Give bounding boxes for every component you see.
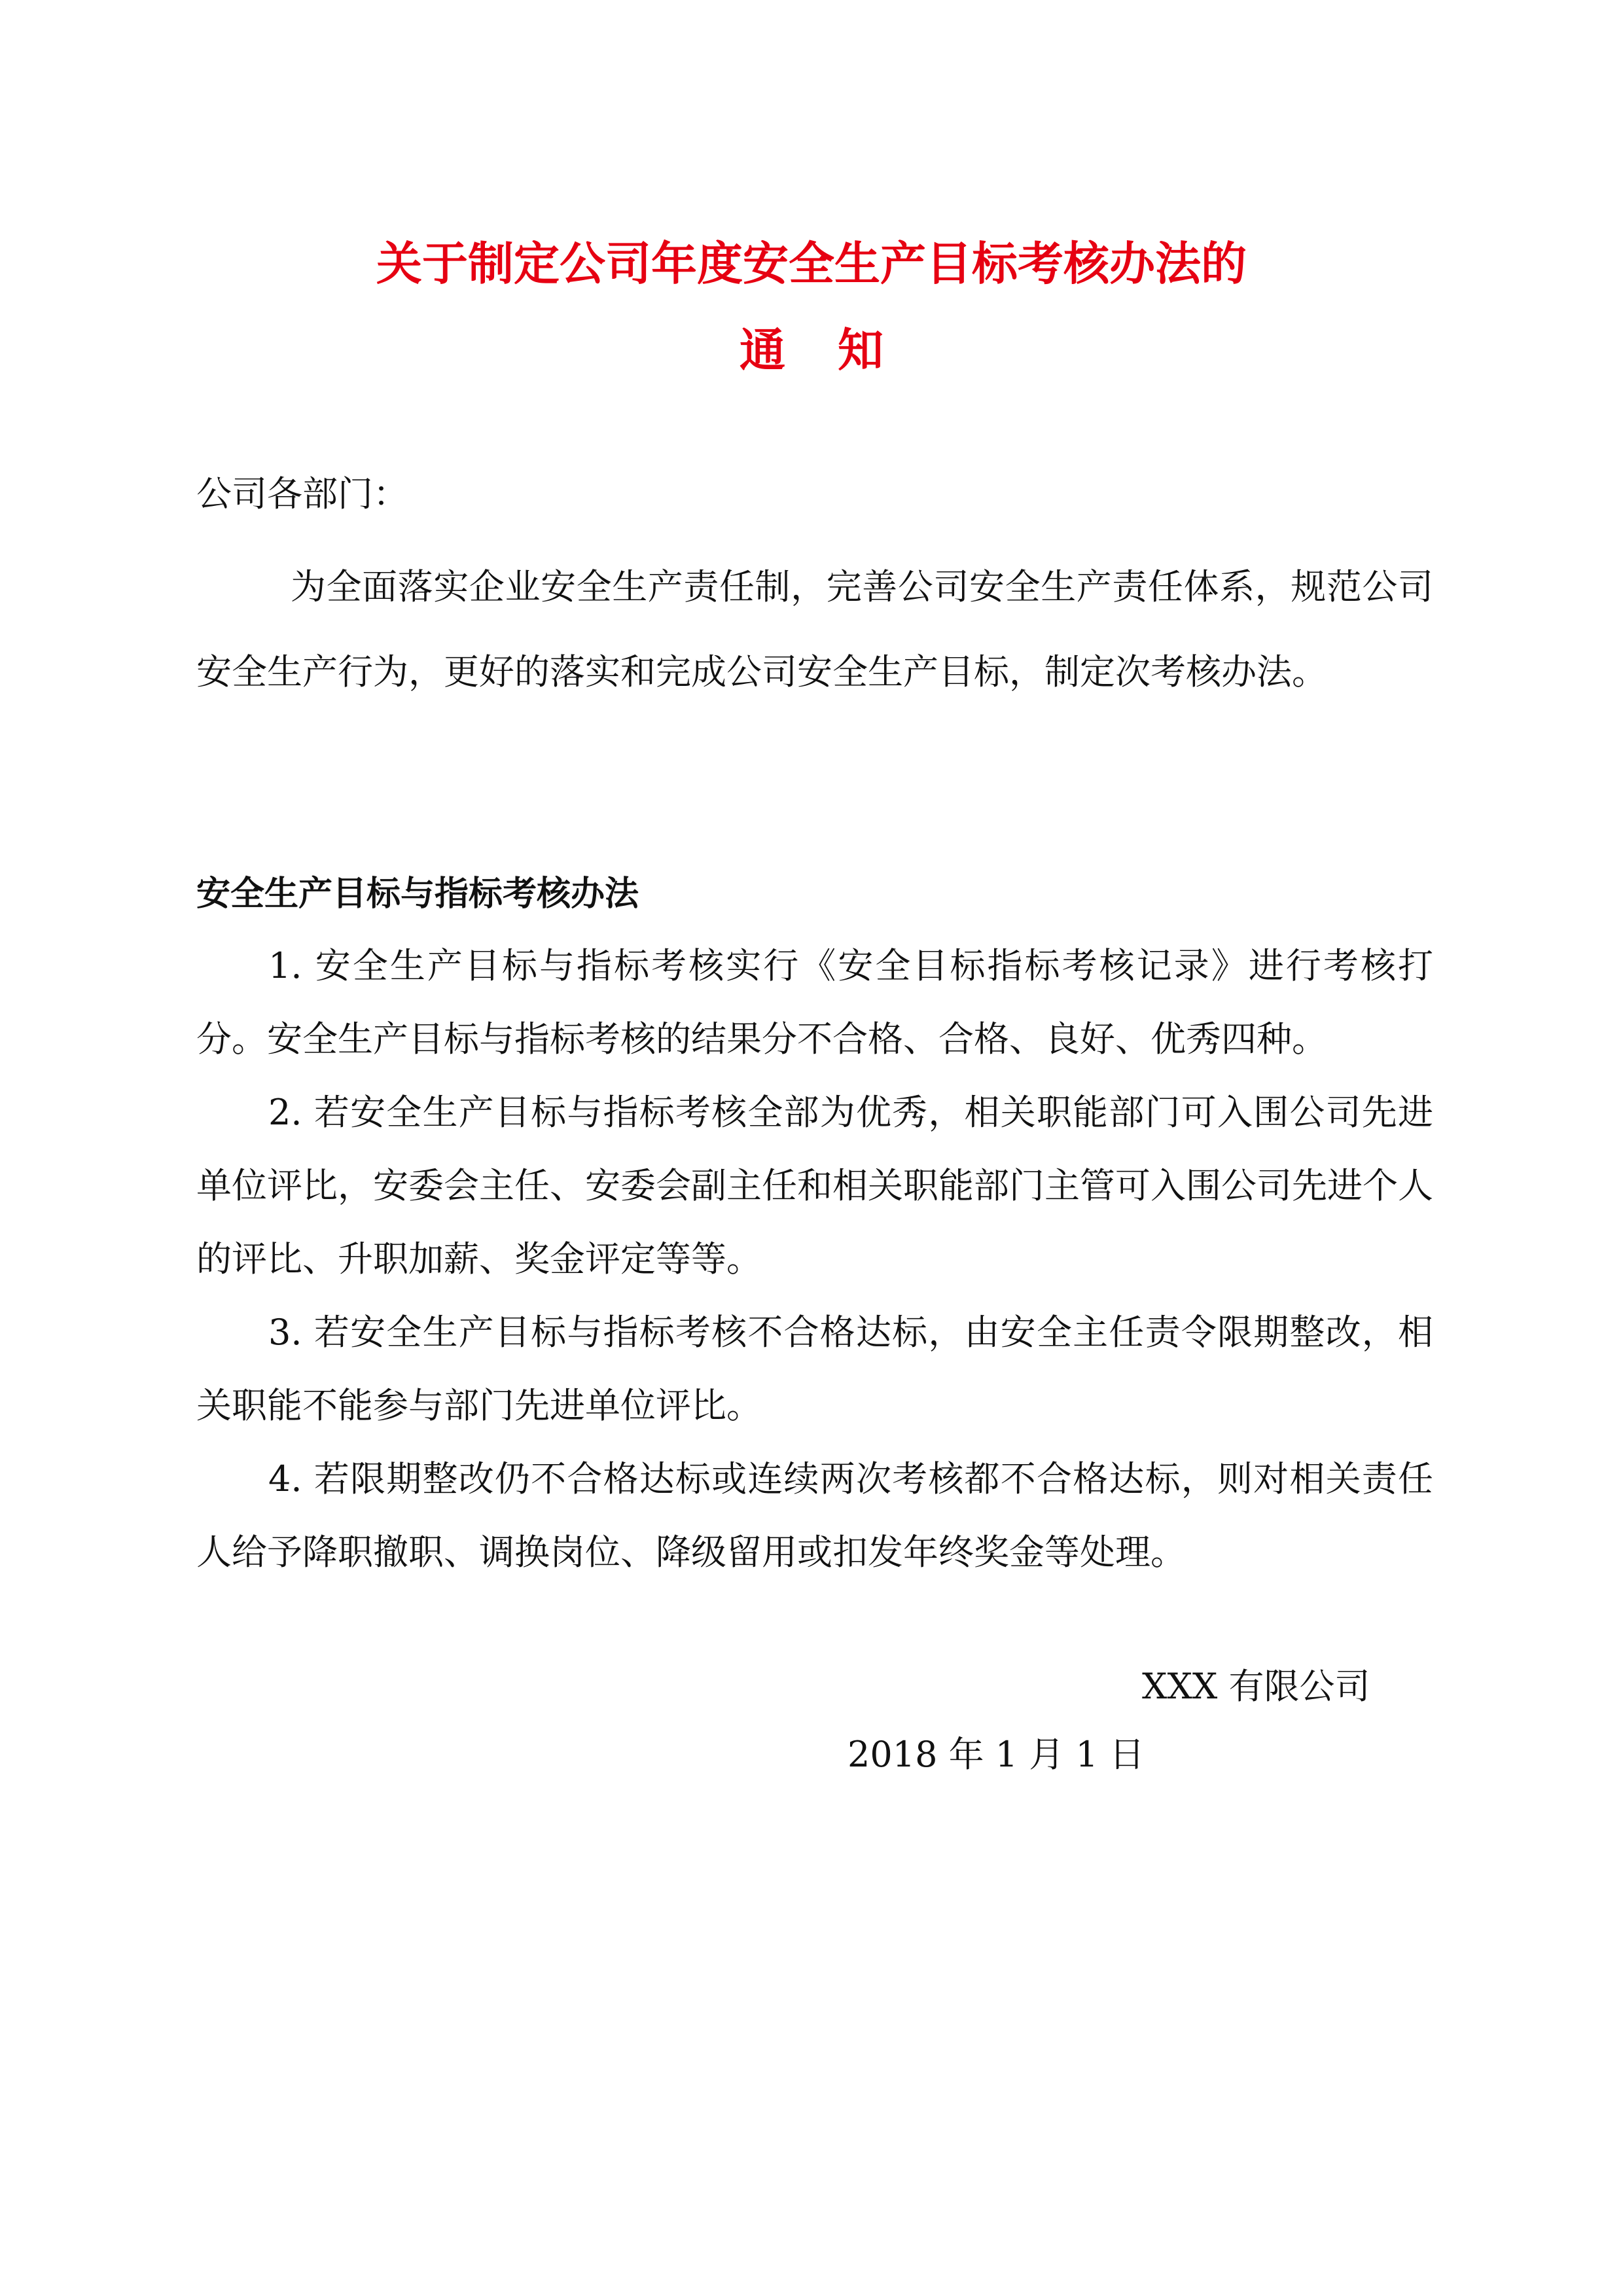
notice-title: 关于制定公司年度安全生产目标考核办法的 — [376, 237, 1247, 291]
rule-item: 1. 安全生产目标与指标考核实行《安全目标指标考核记录》进行考核打分。安全生产目标与指标考核的结果分不合格、合格、良好、优秀四种。 — [196, 945, 1433, 1060]
signature-date: 2018 年 1 月 1 日 — [847, 1734, 1145, 1775]
rule-item: 4. 若限期整改仍不合格达标或连续两次考核都不合格达标，则对相关责任人给予降职撤职、调换岗位、降级留用或扣发年终奖金等处理。 — [196, 1458, 1433, 1573]
salutation: 公司各部门： — [196, 473, 408, 514]
section-heading: 安全生产目标与指标考核办法 — [196, 874, 639, 914]
signature-company: XXX 有限公司 — [1142, 1666, 1370, 1707]
intro-paragraph: 为全面落实企业安全生产责任制，完善公司安全生产责任体系，规范公司安全生产行为，更好的落实和完成公司安全生产目标，制定次考核办法。 — [196, 566, 1433, 692]
assessment-rules-list — [196, 929, 1433, 1589]
rule-item: 3. 若安全生产目标与指标考核不合格达标，由安全主任责令限期整改，相关职能不能参与部门先进单位评比。 — [196, 1312, 1433, 1426]
rule-item: 2. 若安全生产目标与指标考核全部为优秀，相关职能部门可入围公司先进单位评比，安委会主任、安委会副主任和相关职能部门主管可入围公司先进个人的评比、升职加薪、奖金评定等等。 — [196, 1092, 1433, 1280]
notice-title-suffix: 通知 — [740, 323, 936, 377]
